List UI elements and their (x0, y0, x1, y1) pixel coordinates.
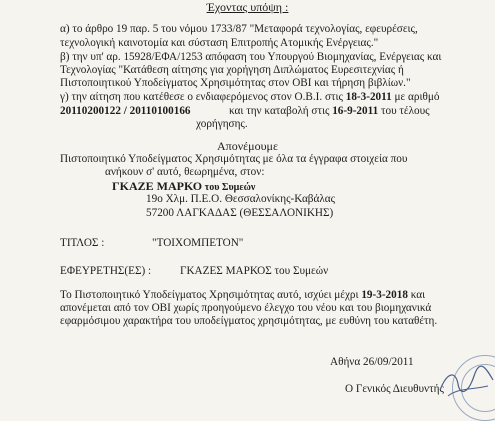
recipient-name-main: ΓΚΑΖΕ ΜΑΡΚΟ (112, 179, 203, 193)
inventors-label: ΕΦΕΥΡΕΤΗΣ(ΕΣ) : (60, 265, 152, 277)
fee-date: 16-9-2011 (332, 105, 379, 117)
title-value: "ΤΟΙΧΟΜΠΕΤΟΝ" (152, 237, 244, 249)
consideration-b-line3: Πιστοποιητικού Υποδείγματος Χρησιμότητας στον ΟΒΙ και τήρηση βιβλίων." (60, 77, 411, 89)
filing-date: 18-3-2011 (345, 91, 392, 103)
inventors-value: ΓΚΑΖΕΣ ΜΑΡΚΟΣ του Συμεών (180, 265, 329, 277)
validity-line2: απονέμεται από τον ΟΒΙ χωρίς προηγούμενο έλεγχο του νέου και του βιομηχανικά (60, 302, 432, 314)
validity-text: Το Πιστοποιητικό Υποδείγματος Χρησιμότητας αυτό, ισχύει μέχρι (60, 289, 362, 301)
consideration-c-text: γ) την αίτηση που κατέθεσε ο ενδιαφερόμενος στον Ο.Β.Ι. στις (60, 91, 346, 103)
award-line2: ανήκουν σ' αυτό, θεωρημένα, στον: (105, 166, 265, 178)
recipient-address-line1: 19ο Χλμ. Π.Ε.Ο. Θεσσαλονίκης-Καβάλας (146, 193, 336, 205)
consideration-c-line3: χορήγησης. (196, 118, 248, 130)
consideration-a-line1: α) το άρθρο 19 παρ. 5 του νόμου 1733/87 "Μεταφορά τεχνολογίας, εφευρέσεις, (60, 23, 418, 35)
validity-text-end: και (407, 289, 426, 301)
title-label: ΤΙΤΛΟΣ : (60, 237, 105, 249)
consideration-c-text-mid: με αριθμό (391, 91, 440, 103)
consideration-c-text-3: του τέλους (378, 105, 430, 117)
application-numbers: 20110200122 / 20110100166 (60, 105, 191, 117)
considerations-heading: Έχοντας υπόψη : (206, 0, 289, 14)
validity-line1 (60, 289, 425, 301)
consideration-c-text-2: και την καταβολή στις (229, 105, 333, 117)
signatory-title: Ο Γενικός Διευθυντής (345, 383, 444, 395)
consideration-b-line1: β) την υπ' αρ. 15928/ΕΦΑ/1253 απόφαση του Υπουργού Βιομηχανίας, Ενέργειας και (60, 51, 442, 63)
recipient-address-line2: 57200 ΛΑΓΚΑΔΑΣ (ΘΕΣΣΑΛΟΝΙΚΗΣ) (146, 207, 334, 219)
award-line1: Πιστοποιητικό Υποδείγματος Χρησιμότητας με όλα τα έγγραφα στοιχεία που (60, 153, 408, 165)
award-heading: Απονέμουμε (216, 139, 279, 153)
recipient-name (112, 180, 255, 194)
consideration-c-line2 (60, 105, 191, 117)
consideration-b-line2: Τεχνολογίας "Κατάθεση αίτησης για χορήγηση Διπλώματος Ευρεσιτεχνίας ή (60, 64, 404, 76)
recipient-name-suffix: του Συμεών (202, 182, 256, 193)
valid-until-date: 19-3-2018 (361, 289, 408, 301)
consideration-c-line1 (60, 91, 439, 103)
consideration-a-line2: τεχνολογική καινοτομία και σύσταση Επιτροπής Ατομικής Ενέργειας." (60, 37, 379, 49)
place-date: Αθήνα 26/09/2011 (330, 356, 414, 368)
consideration-c-line2-rest (229, 105, 430, 117)
signature-mark (438, 360, 495, 400)
validity-line3: εφαρμόσιμου χαρακτήρα του υποδείγματος χρησιμότητας, με ευθύνη του καταθέτη. (60, 315, 438, 327)
